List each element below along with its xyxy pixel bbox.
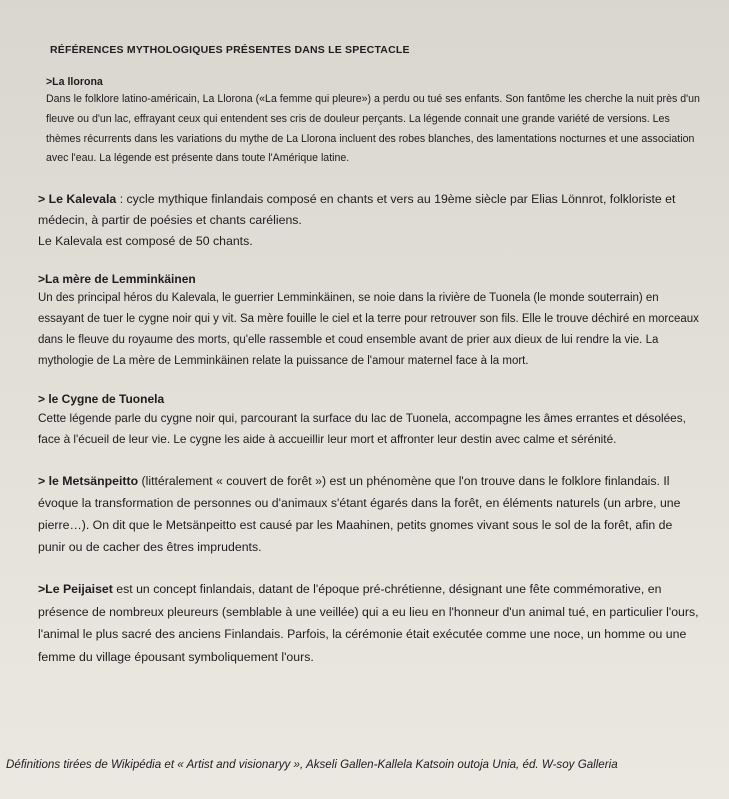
section-lead: > Le Kalevala: [38, 192, 117, 207]
section-lead: >Le Peijaiset: [38, 582, 113, 597]
section-body: Cette légende parle du cygne noir qui, parcourant la surface du lac de Tuonela, accompagne les âmes errantes et désolées, face à l'écueil de leur vie. Le cygne les aide à accueillir leur mort et affronter leur destin avec calme et sérénité.: [38, 411, 686, 447]
section-mere-lemminkainen: [38, 272, 702, 372]
section-body: : cycle mythique finlandais composé en chants et vers au 19ème siècle par Elias Lönnrot, folkloriste et médecin, à partir de poésies et chants caréliens.: [38, 192, 676, 228]
page-title: RÉFÉRENCES MYTHOLOGIQUES PRÉSENTES DANS LE SPECTACLE: [50, 44, 410, 56]
section-paragraph: [38, 470, 702, 558]
section-heading: > le Cygne de Tuonela: [38, 392, 165, 407]
section-heading: >La llorona: [46, 76, 103, 88]
section-kalevala: [38, 189, 702, 252]
section-heading: >La mère de Lemminkäinen: [38, 272, 196, 287]
section-body: Un des principal héros du Kalevala, le guerrier Lemminkäinen, se noie dans la rivière de Tuonela (le monde souterrain) en essayant de tuer le cygne noir qui y vit. Sa mère fouille le ciel et la terre pour retrouver son fils. Elle le trouve déchiré en morceaux dans le fleuve du royaume des morts, qu'elle rassemble et coud ensemble avant de prier aux dieux de lui rendre la vie. La mythologie de La mère de Lemminkäinen relate la puissance de l'amour maternel face à la mort.: [38, 292, 699, 368]
section-body: est un concept finlandais, datant de l'époque pré-chrétienne, désignant une fête commémorative, en présence de nombreux pleureurs (semblable à une veillée) qui a eu lieu en l'honneur d'un animal tué, en particulier l'ours, l'animal le plus sacré des anciens Finlandais. Parfois, la cérémonie était exécutée comme une noce, un homme ou une femme du village épousant symboliquement l'ours.: [38, 582, 699, 664]
section-peijaiset: [38, 578, 702, 668]
document-content: [38, 44, 702, 688]
section-paragraph: [38, 578, 702, 668]
section-body-extra: Le Kalevala est composé de 50 chants.: [38, 234, 253, 249]
section-cygne-tuonela: [38, 392, 702, 450]
section-la-llorona: [46, 76, 702, 169]
section-metsanpeitto: [38, 470, 702, 558]
section-lead: > le Metsänpeitto: [38, 474, 139, 489]
source-credit: Définitions tirées de Wikipédia et « Artist and visionaryy », Akseli Gallen-Kallela Katsoin outoja Unia, éd. W-soy Galleria: [6, 758, 618, 771]
section-body: Dans le folklore latino-américain, La Llorona («La femme qui pleure») a perdu ou tué ses enfants. Son fantôme les cherche la nuit près d'un fleuve ou d'un lac, effrayant ceux qui entendent ses cris de douleur perçants. La légende connait une grande variété de versions. Les thèmes récurrents dans les variations du mythe de La Llorona incluent des robes blanches, des lamentations nocturnes et une association avec l'eau. La légende est présente dans toute l'Amérique latine.: [46, 93, 700, 165]
section-body: (littéralement « couvert de forêt ») est un phénomène que l'on trouve dans le folklore finlandais. Il évoque la transformation de personnes ou d'animaux s'étant égarés dans la forêt, en éléments naturels (un arbre, une pierre…). On dit que le Metsänpeitto est causé par les Maahinen, petits gnomes vivant sous le sol de la forêt, afin de punir ou de cacher des êtres imprudents.: [38, 474, 681, 555]
section-paragraph: [38, 189, 702, 231]
